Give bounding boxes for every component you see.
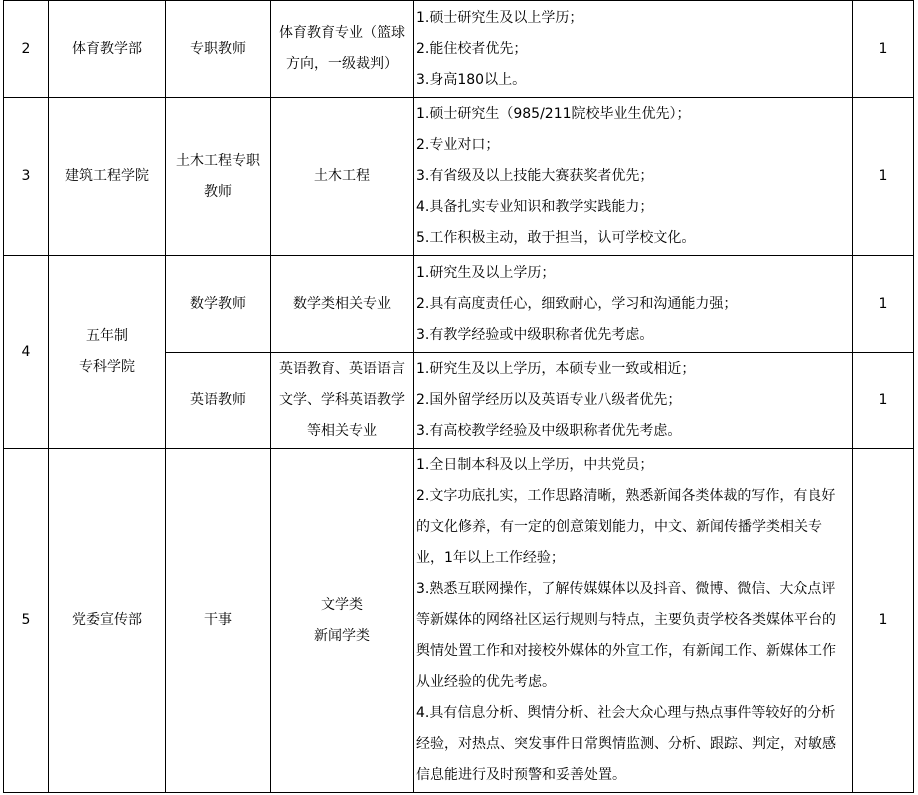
- requirement-item: 3.熟悉互联网操作，了解传媒媒体以及抖音、微博、微信、大众点评等新媒体的网络社区运行规则与特点，主要负责学校各类媒体平台的舆情处置工作和对接校外媒体的外宣工作，有新闻工作、新媒体工作从业经验的优先考虑。: [416, 581, 836, 690]
- requirement-item: 2.能住校者优先；: [416, 40, 528, 57]
- requirement-item: 2.专业对口；: [416, 137, 500, 153]
- requirement-item: 4.具有信息分析、舆情分析、社会大众心理与热点事件等较好的分析经验，对热点、突发事件日常舆情监测、分析、跟踪、判定，对敏感信息能进行及时预警和妥善处置。: [416, 705, 836, 783]
- table-row: [4, 98, 914, 256]
- requirements-cell: [414, 98, 853, 256]
- position-title-cell: 干事: [166, 449, 271, 793]
- major-cell: 体育教育专业（篮球 方向，一级裁判）: [271, 1, 414, 98]
- requirement-item: 5.工作积极主动，敢于担当，认可学校文化。: [416, 230, 696, 246]
- table-row: [4, 256, 914, 353]
- table-row: [4, 449, 914, 793]
- requirement-item: 2.国外留学经历以及英语专业八级者优先；: [416, 392, 682, 408]
- row-number: 4: [4, 256, 49, 449]
- requirements-cell: [414, 449, 853, 793]
- row-number: 3: [4, 98, 49, 256]
- requirements-cell: [414, 1, 853, 98]
- row-number: 2: [4, 1, 49, 98]
- position-title-cell: 专职教师: [166, 1, 271, 98]
- department-cell: 五年制 专科学院: [49, 256, 166, 449]
- major-cell: 数学类相关专业: [271, 256, 414, 353]
- requirement-item: 3.有教学经验或中级职称者优先考虑。: [416, 326, 654, 343]
- requirement-item: 3.有高校教学经验及中级职称者优先考虑。: [416, 423, 682, 439]
- requirement-item: 1.硕士研究生及以上学历；: [416, 9, 584, 26]
- department-cell: 建筑工程学院: [49, 98, 166, 256]
- requirement-item: 2.具有高度责任心，细致耐心，学习和沟通能力强；: [416, 295, 738, 312]
- headcount-cell: 1: [853, 449, 914, 793]
- position-title-cell: 数学教师: [166, 256, 271, 353]
- recruitment-table: [3, 0, 914, 793]
- requirement-item: 1.研究生及以上学历，本硕专业一致或相近；: [416, 361, 696, 377]
- major-cell: 文学类 新闻学类: [271, 449, 414, 793]
- requirements-cell: [414, 353, 853, 449]
- position-title-cell: 土木工程专职 教师: [166, 98, 271, 256]
- requirement-item: 1.全日制本科及以上学历，中共党员；: [416, 457, 654, 473]
- requirement-item: 2.文字功底扎实，工作思路清晰，熟悉新闻各类体裁的写作，有良好的文化修养，有一定的创意策划能力，中文、新闻传播学类相关专业，1年以上工作经验；: [416, 488, 836, 566]
- table-row: [4, 1, 914, 98]
- major-cell: 英语教育、英语语言 文学、学科英语教学 等相关专业: [271, 353, 414, 449]
- requirement-item: 4.具备扎实专业知识和教学实践能力；: [416, 199, 654, 215]
- headcount-cell: 1: [853, 256, 914, 353]
- requirement-item: 3.身高180以上。: [416, 71, 527, 88]
- row-number: 5: [4, 449, 49, 793]
- headcount-cell: 1: [853, 1, 914, 98]
- position-title-cell: 英语教师: [166, 353, 271, 449]
- requirements-cell: [414, 256, 853, 353]
- requirement-item: 1.研究生及以上学历；: [416, 264, 556, 281]
- headcount-cell: 1: [853, 98, 914, 256]
- department-cell: 党委宣传部: [49, 449, 166, 793]
- requirement-item: 1.硕士研究生（985/211院校毕业生优先）；: [416, 106, 691, 122]
- headcount-cell: 1: [853, 353, 914, 449]
- department-cell: 体育教学部: [49, 1, 166, 98]
- major-cell: 土木工程: [271, 98, 414, 256]
- requirement-item: 3.有省级及以上技能大赛获奖者优先；: [416, 168, 654, 184]
